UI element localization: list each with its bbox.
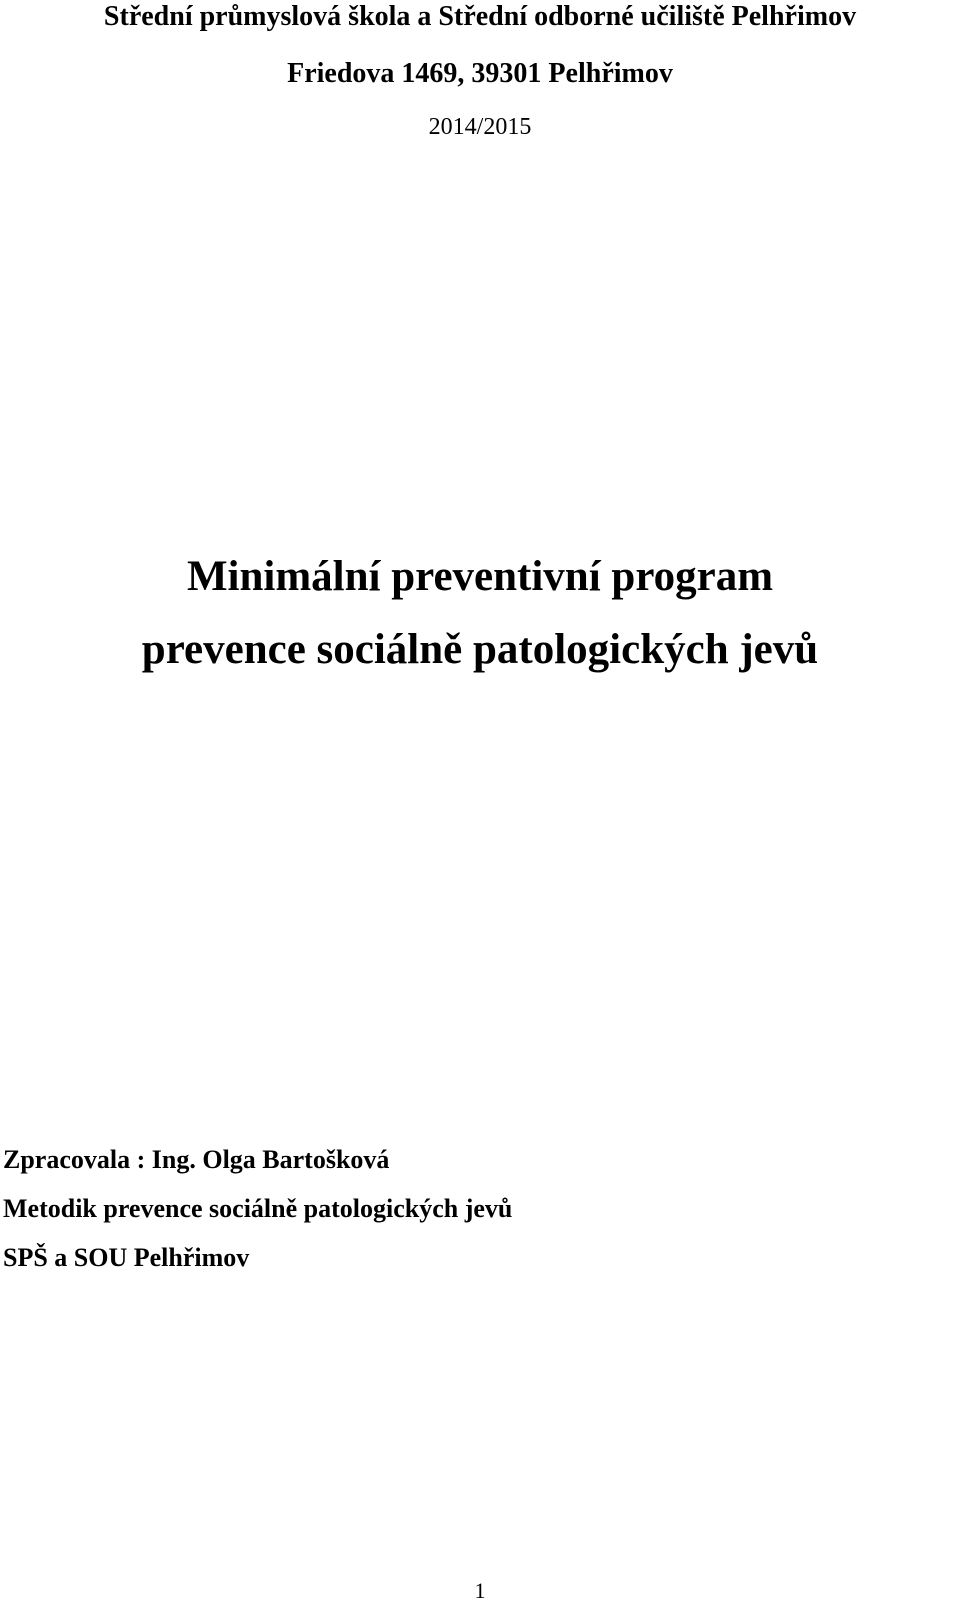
- author-role: Metodik prevence sociálně patologických jevů: [3, 1194, 513, 1223]
- author-school: SPŠ a SOU Pelhřimov: [3, 1243, 250, 1272]
- document-title-line-1: Minimální preventivní program: [186, 553, 774, 600]
- document-title-line-2: prevence sociálně patologických jevů: [141, 626, 819, 673]
- school-address: Friedova 1469, 39301 Pelhřimov: [287, 58, 673, 89]
- author-name: Zpracovala : Ing. Olga Bartošková: [3, 1145, 390, 1174]
- school-year: 2014/2015: [428, 114, 532, 140]
- school-name: Střední průmyslová škola a Střední odborné učiliště Pelhřimov: [103, 1, 857, 32]
- page-number: 1: [474, 1578, 486, 1603]
